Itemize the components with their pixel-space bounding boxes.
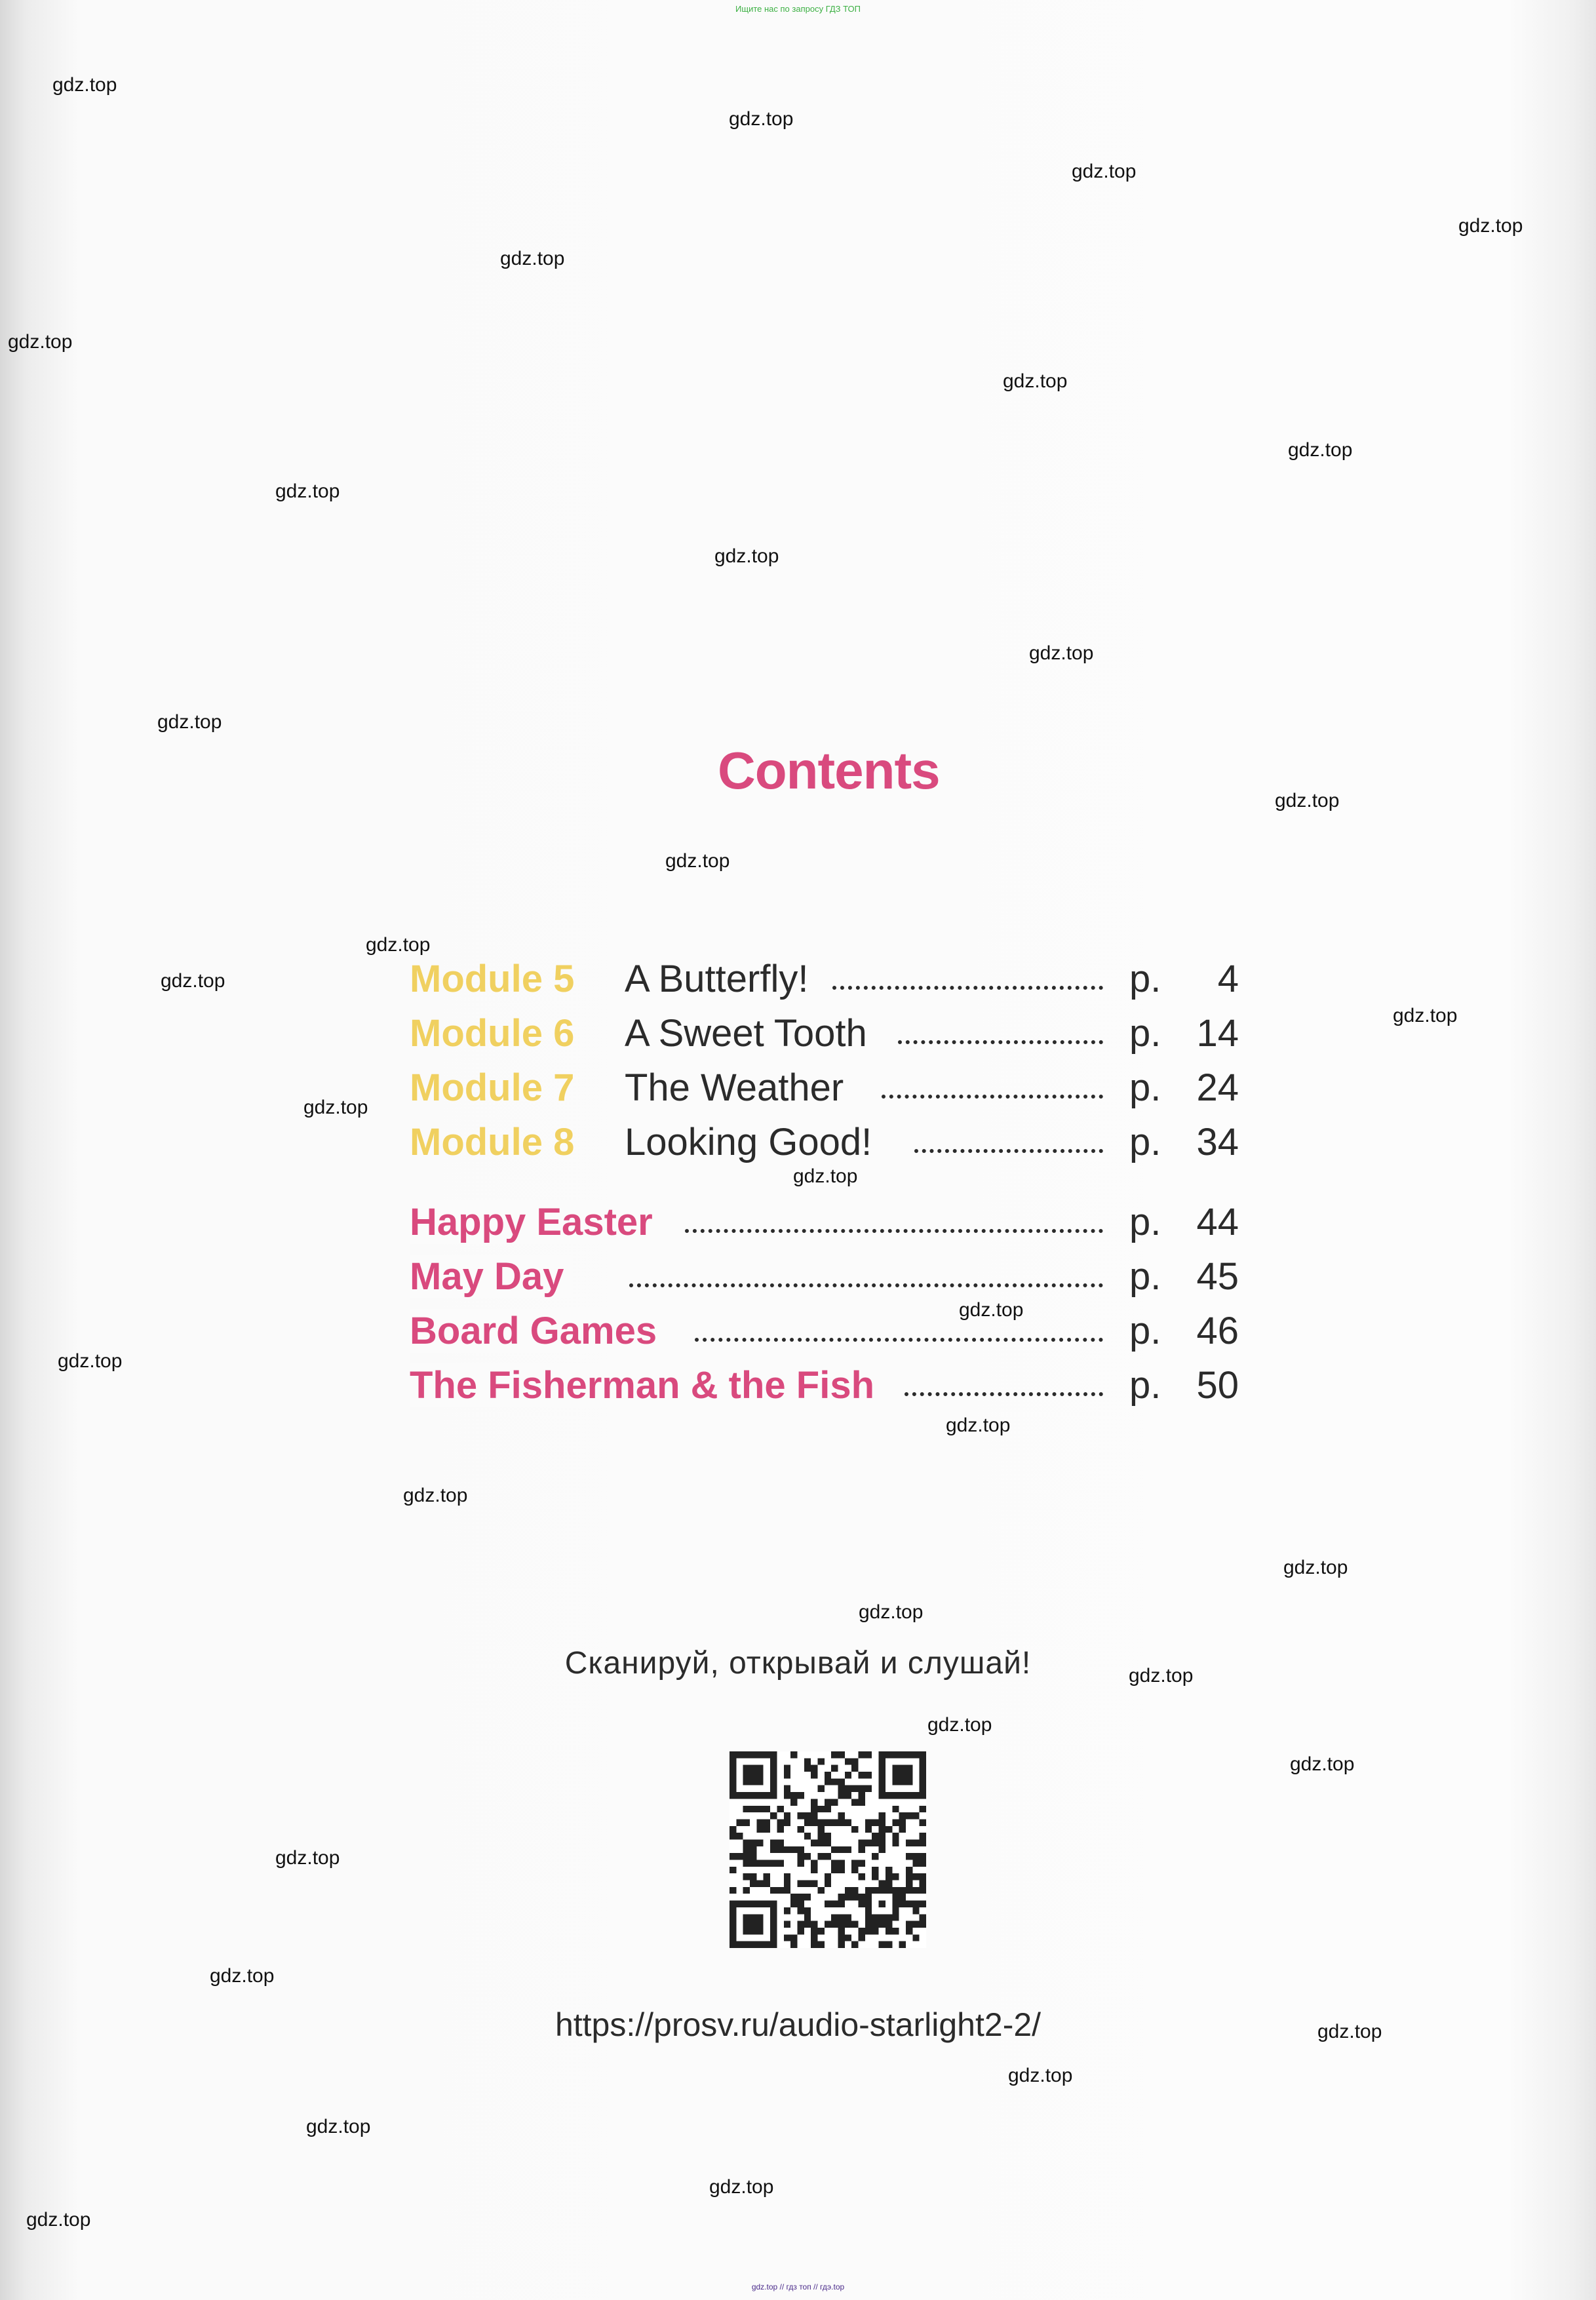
module-title: A Sweet Tooth <box>625 1011 876 1055</box>
page-prefix: p. <box>1129 1310 1161 1352</box>
watermark: gdz.top <box>665 850 730 872</box>
extra-title: Board Games <box>410 1309 666 1353</box>
module-label: Module 8 <box>410 1121 575 1163</box>
watermark: gdz.top <box>366 934 431 956</box>
top-search-note: Ищите нас по запросу ГДЗ ТОП <box>735 4 861 14</box>
dot-leader <box>905 1388 1103 1396</box>
page-prefix: p. <box>1129 1255 1161 1298</box>
toc-row-module-5 <box>0 957 1596 1009</box>
watermark: gdz.top <box>946 1414 1011 1436</box>
module-label: Module 7 <box>410 1066 575 1109</box>
toc-row-module-8 <box>0 1120 1596 1173</box>
watermark: gdz.top <box>275 1847 340 1869</box>
extra-title: May Day <box>410 1255 573 1298</box>
watermark: gdz.top <box>1029 642 1094 664</box>
page-prefix: p. <box>1129 1066 1161 1109</box>
module-label: Module 6 <box>410 1012 575 1055</box>
page-number: 34 <box>1196 1121 1239 1163</box>
watermark: gdz.top <box>714 545 779 567</box>
watermark: gdz.top <box>500 248 565 269</box>
watermark: gdz.top <box>1317 2021 1382 2042</box>
watermark: gdz.top <box>1008 2065 1073 2086</box>
watermark: gdz.top <box>26 2209 91 2231</box>
module-label: Module 5 <box>410 958 575 1000</box>
module-title: Looking Good! <box>625 1120 881 1164</box>
page-number: 44 <box>1196 1201 1239 1243</box>
page-number: 45 <box>1196 1255 1239 1298</box>
watermark: gdz.top <box>157 711 222 733</box>
page-prefix: p. <box>1129 958 1161 1000</box>
watermark: gdz.top <box>959 1299 1024 1321</box>
module-title: A Butterfly! <box>625 957 817 1001</box>
toc-row-happy-easter <box>0 1200 1596 1253</box>
dot-leader <box>695 1334 1103 1342</box>
bottom-note: gdz.top // гдз топ // гдэ.top <box>751 2282 845 2291</box>
watermark: gdz.top <box>306 2116 371 2137</box>
watermark: gdz.top <box>161 970 225 992</box>
watermark: gdz.top <box>210 1965 275 1987</box>
watermark: gdz.top <box>8 331 73 353</box>
qr-code[interactable] <box>730 1751 926 1948</box>
module-title: The Weather <box>625 1066 853 1110</box>
dot-leader <box>914 1145 1103 1153</box>
watermark: gdz.top <box>1003 370 1068 392</box>
watermark: gdz.top <box>1458 215 1523 237</box>
dot-leader <box>898 1036 1103 1044</box>
watermark: gdz.top <box>303 1097 368 1118</box>
extra-title: Happy Easter <box>410 1200 662 1244</box>
dot-leader <box>685 1225 1103 1233</box>
watermark: gdz.top <box>1072 161 1137 182</box>
dot-leader <box>832 982 1103 990</box>
watermark: gdz.top <box>793 1165 858 1187</box>
page-number: 24 <box>1196 1066 1239 1109</box>
toc-row-module-7 <box>0 1066 1596 1118</box>
page-number: 14 <box>1196 1012 1239 1055</box>
watermark: gdz.top <box>52 74 117 96</box>
page-prefix: p. <box>1129 1364 1161 1407</box>
toc-row-may-day <box>0 1255 1596 1307</box>
watermark: gdz.top <box>927 1714 992 1736</box>
watermark: gdz.top <box>1290 1753 1355 1775</box>
dot-leader <box>629 1279 1103 1287</box>
dot-leader <box>882 1091 1103 1099</box>
watermark: gdz.top <box>58 1350 123 1372</box>
watermark: gdz.top <box>1288 439 1353 461</box>
watermark: gdz.top <box>275 480 340 502</box>
watermark: gdz.top <box>403 1485 468 1506</box>
page-prefix: p. <box>1129 1012 1161 1055</box>
contents-title: Contents <box>718 741 940 800</box>
watermark: gdz.top <box>1393 1005 1458 1026</box>
toc-row-module-6 <box>0 1011 1596 1064</box>
page-number: 46 <box>1196 1310 1239 1352</box>
watermark: gdz.top <box>1283 1557 1348 1578</box>
extra-title: The Fisherman & the Fish <box>410 1363 884 1407</box>
watermark: gdz.top <box>1275 790 1340 811</box>
toc-row-board-games <box>0 1309 1596 1361</box>
watermark: gdz.top <box>709 2176 774 2198</box>
page-number: 50 <box>1196 1364 1239 1407</box>
page-number: 4 <box>1217 958 1239 1000</box>
page-prefix: p. <box>1129 1121 1161 1163</box>
scan-caption: Сканируй, открывай и слушай! <box>564 1646 1032 1681</box>
toc-row-fisherman <box>0 1363 1596 1416</box>
page-prefix: p. <box>1129 1201 1161 1243</box>
audio-link[interactable]: https://prosv.ru/audio-starlight2-2/ <box>555 2006 1041 2043</box>
watermark: gdz.top <box>1129 1665 1194 1686</box>
watermark: gdz.top <box>859 1601 924 1623</box>
watermark: gdz.top <box>729 108 794 130</box>
